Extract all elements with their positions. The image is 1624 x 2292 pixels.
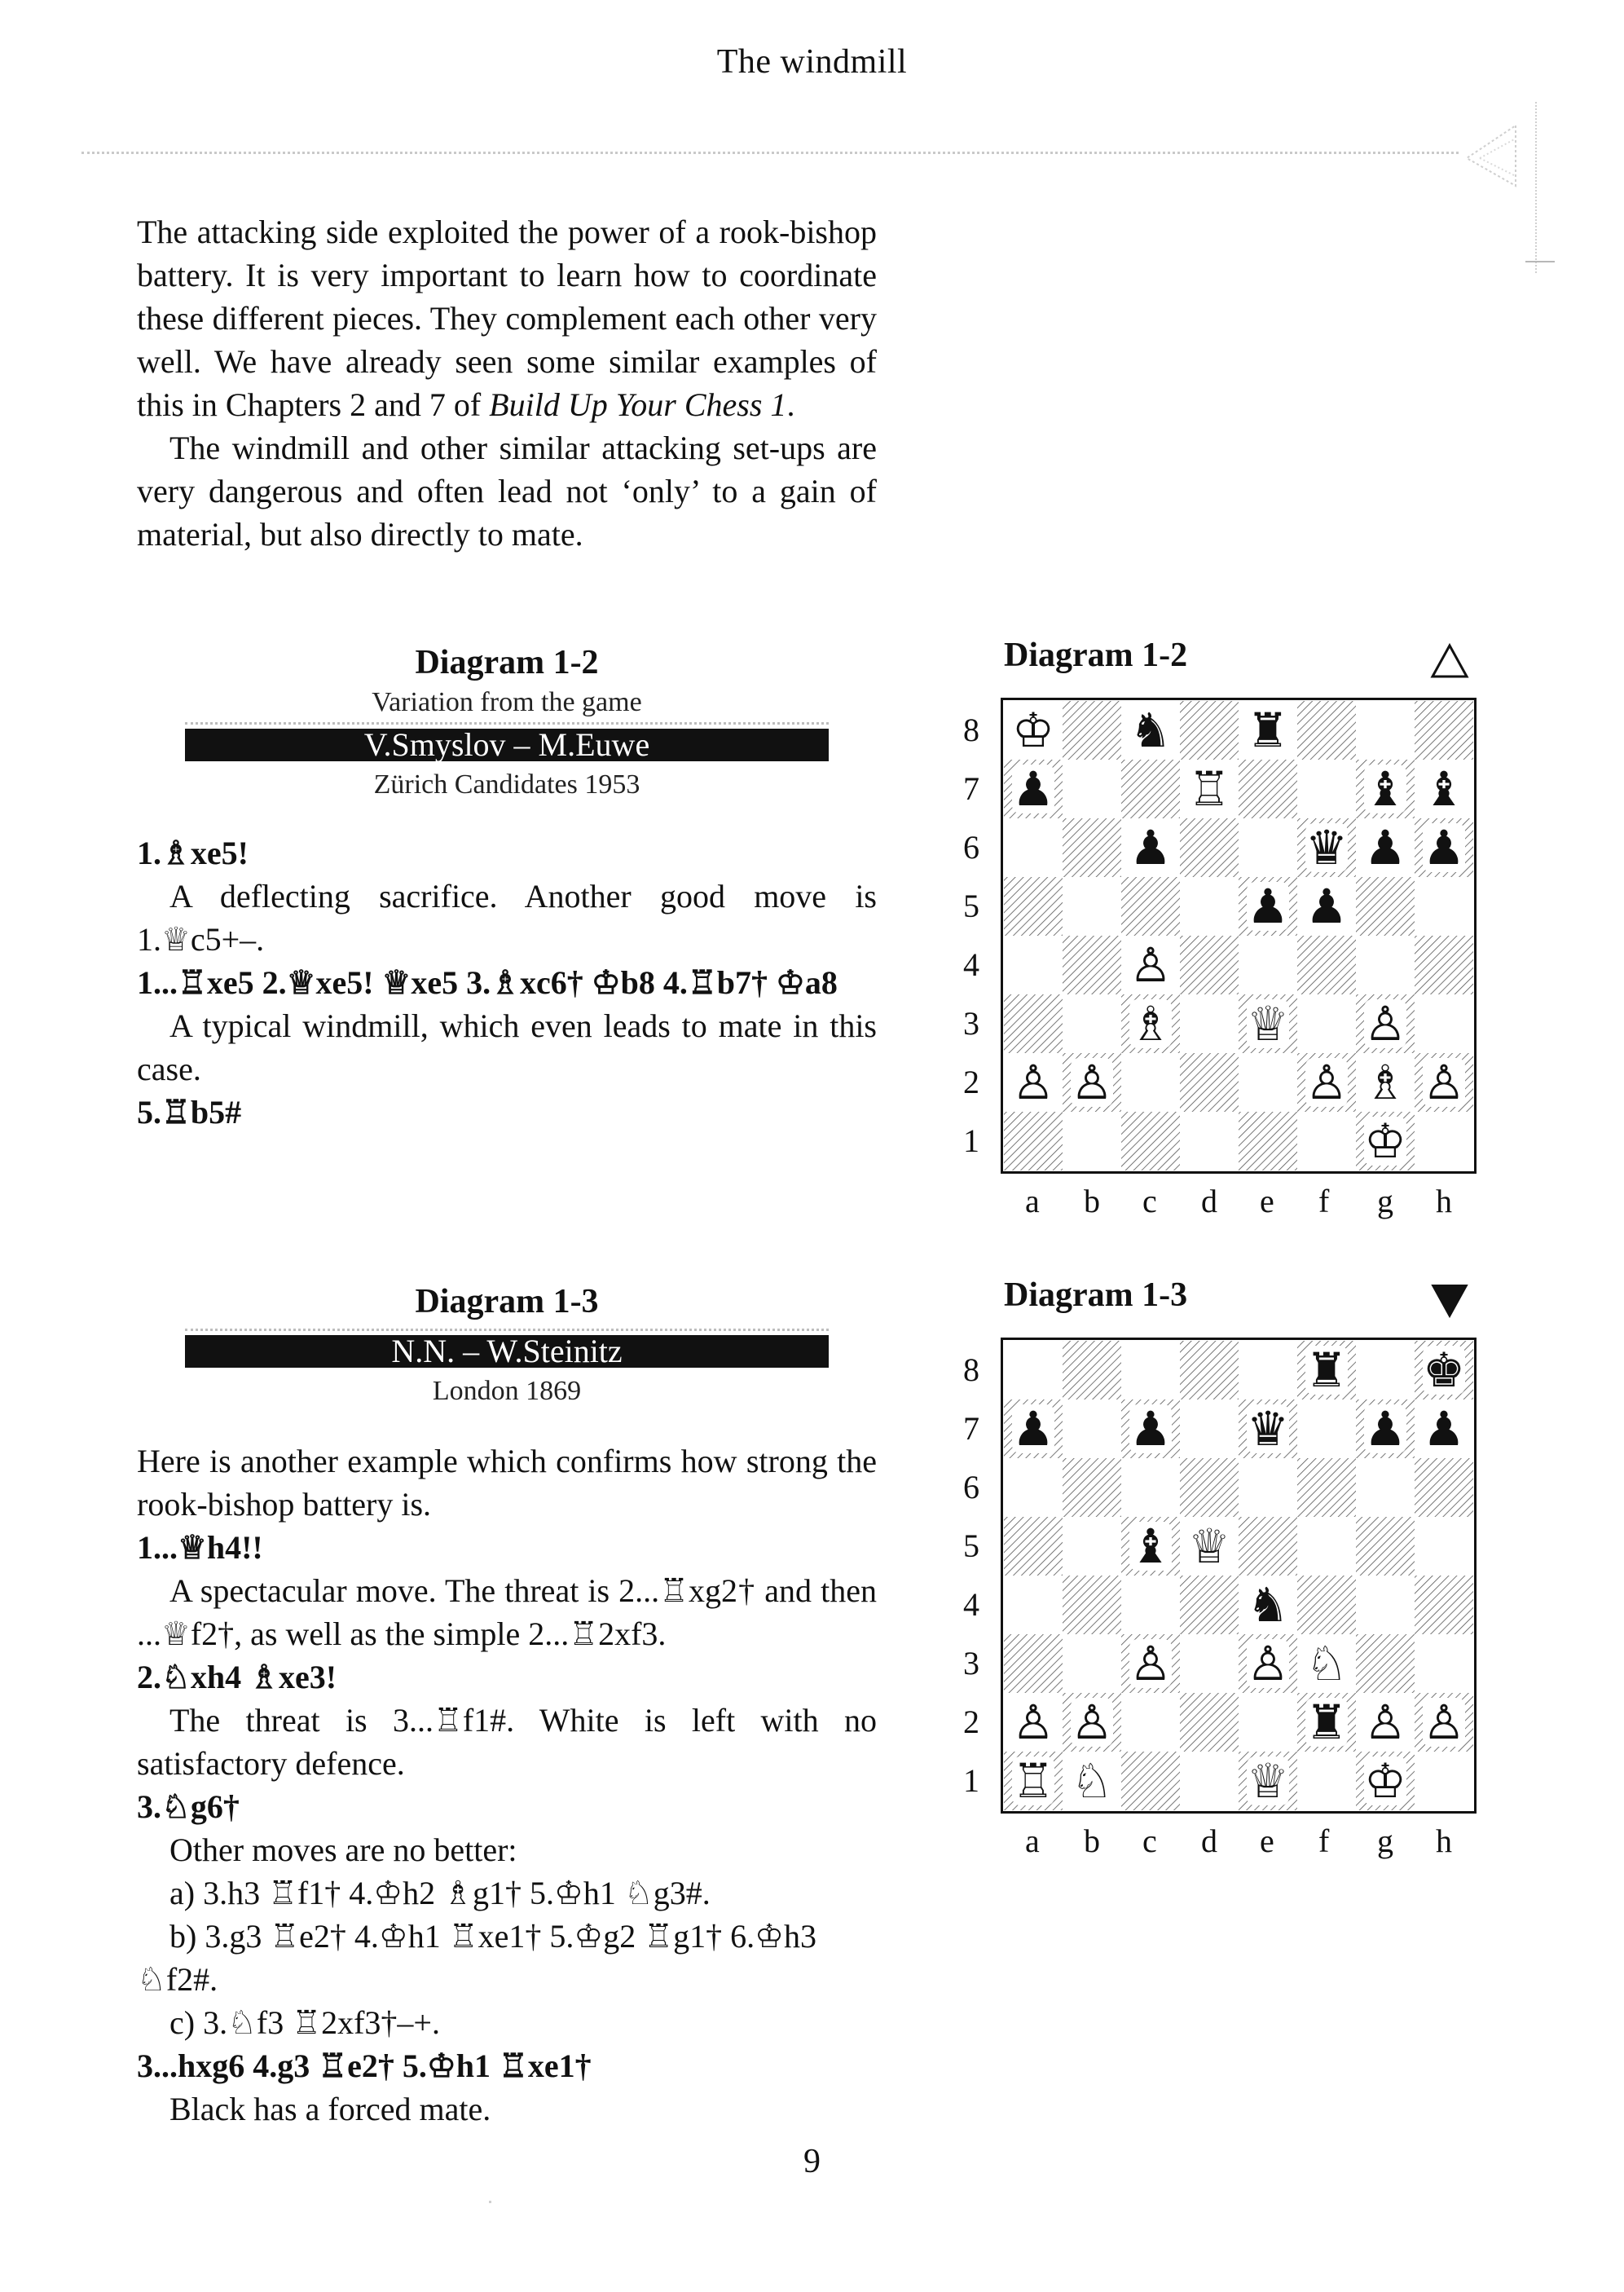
square-e5: [1239, 1517, 1297, 1576]
square-e4: [1239, 936, 1297, 994]
piece-white-e3: ♕: [1247, 996, 1289, 1051]
rank-label: 2: [963, 1704, 979, 1740]
square-b3: [1063, 1634, 1121, 1693]
rank-label: 2: [963, 1064, 979, 1100]
piece-white-c4: ♙: [1129, 937, 1172, 993]
file-label: d: [1201, 1823, 1217, 1859]
file-label: h: [1436, 1183, 1452, 1219]
piece-white-a8: ♔: [1012, 703, 1054, 758]
square-g5: [1356, 1517, 1415, 1576]
rank-label: 7: [963, 770, 979, 807]
file-label: b: [1084, 1183, 1100, 1219]
file-label: a: [1025, 1823, 1040, 1859]
square-b4: [1063, 1576, 1121, 1634]
piece-black-c5: ♝: [1129, 1518, 1172, 1574]
piece-black-g7: ♝: [1364, 761, 1406, 817]
square-h3: [1415, 994, 1473, 1053]
rank-label: 6: [963, 829, 979, 866]
annotation: Black has a forced mate.: [169, 2091, 491, 2127]
piece-white-b2: ♙: [1071, 1055, 1113, 1110]
rank-label: 4: [963, 1586, 979, 1623]
book-title: Build Up Your Chess 1: [489, 386, 787, 423]
file-label: c: [1142, 1183, 1157, 1219]
game-heading: [137, 641, 877, 804]
square-f7: [1297, 1399, 1356, 1458]
rank-label: 3: [963, 1645, 979, 1682]
square-h4: [1415, 1576, 1473, 1634]
piece-white-d5: ♕: [1188, 1518, 1230, 1574]
square-g8: [1356, 701, 1415, 760]
piece-black-e7: ♛: [1247, 1401, 1289, 1457]
diagram-subtitle: Variation from the game: [372, 687, 642, 717]
square-f7: [1297, 760, 1356, 818]
piece-black-c6: ♟: [1129, 820, 1172, 875]
square-f4: [1297, 1576, 1356, 1634]
square-b8: [1063, 701, 1121, 760]
rank-label: 4: [963, 946, 979, 983]
file-label: e: [1260, 1823, 1274, 1859]
piece-white-g1: ♔: [1364, 1113, 1406, 1169]
square-d2: [1180, 1693, 1239, 1752]
square-d2: [1180, 1053, 1239, 1112]
square-d6: [1180, 1458, 1239, 1517]
square-d1: [1180, 1112, 1239, 1170]
square-b7: [1063, 760, 1121, 818]
square-d4: [1180, 936, 1239, 994]
piece-black-a7: ♟: [1012, 761, 1054, 817]
chapter-side-tab: [1535, 102, 1547, 273]
rank-label: 5: [963, 888, 979, 924]
file-label: c: [1142, 1823, 1157, 1859]
piece-black-e8: ♜: [1247, 703, 1289, 758]
square-h4: [1415, 936, 1473, 994]
diagram-title: Diagram 1-2: [415, 644, 599, 681]
piece-black-f8: ♜: [1305, 1342, 1348, 1398]
board-label: Diagram 1-2: [1004, 637, 1188, 674]
square-a3: [1004, 994, 1063, 1053]
variation-b: b) 3.g3 ♖e2† 4.♔h1 ♖xe1† 5.♔g2 ♖g1† 6.♔h3 ♘f2#.: [137, 1918, 816, 1998]
example-diagram-1-3: [137, 1280, 877, 2131]
square-a3: [1004, 1634, 1063, 1693]
file-label: a: [1025, 1183, 1040, 1219]
square-c6: [1121, 1458, 1180, 1517]
square-f4: [1297, 936, 1356, 994]
square-c7: [1121, 760, 1180, 818]
square-a4: [1004, 1576, 1063, 1634]
square-d3: [1180, 1634, 1239, 1693]
file-label: d: [1201, 1183, 1217, 1219]
square-a1: [1004, 1112, 1063, 1170]
rank-label: 1: [963, 1762, 979, 1799]
variation-a: a) 3.h3 ♖f1† 4.♔h2 ♗g1† 5.♔h1 ♘g3#.: [169, 1875, 711, 1911]
square-c2: [1121, 1693, 1180, 1752]
move-line: 1.♗xe5!: [137, 835, 249, 871]
annotation: Other moves are no better:: [169, 1831, 517, 1868]
piece-black-c8: ♞: [1129, 703, 1172, 758]
annotation: A spectacular move. The threat is 2...♖xg2† and then ...♕f2†, as well as the simple 2...♖2xf3.: [137, 1572, 877, 1652]
piece-black-a7: ♟: [1012, 1401, 1054, 1457]
page-number: 9: [803, 2143, 821, 2180]
piece-black-g7: ♟: [1364, 1401, 1406, 1457]
piece-black-h7: ♝: [1423, 761, 1465, 817]
move-line: 3...hxg6 4.g3 ♖e2† 5.♔h1 ♖xe1†: [137, 2047, 592, 2084]
intro-paragraph-2: The windmill and other similar attacking set-ups are very dangerous and often lead not ‘only’ to a gain of material, but also directly to mate.: [137, 430, 877, 553]
piece-black-e4: ♞: [1247, 1577, 1289, 1633]
square-a4: [1004, 936, 1063, 994]
piece-white-g1: ♔: [1364, 1753, 1406, 1809]
square-c5: [1121, 877, 1180, 936]
running-head: The windmill: [716, 43, 908, 81]
rank-label: 1: [963, 1122, 979, 1159]
rank-label: 5: [963, 1527, 979, 1564]
piece-black-h7: ♟: [1423, 1401, 1465, 1457]
chapter-side-tab-tick: [1525, 261, 1555, 262]
piece-white-g2: ♗: [1364, 1055, 1406, 1110]
game-heading: [137, 1280, 877, 1410]
square-b5: [1063, 877, 1121, 936]
file-label: f: [1318, 1183, 1330, 1219]
square-h6: [1415, 1458, 1473, 1517]
square-c1: [1121, 1752, 1180, 1810]
square-a5: [1004, 1517, 1063, 1576]
piece-black-f2: ♜: [1305, 1695, 1348, 1750]
piece-white-g3: ♙: [1364, 996, 1406, 1051]
square-b4: [1063, 936, 1121, 994]
square-d8: [1180, 701, 1239, 760]
square-g4: [1356, 936, 1415, 994]
square-h1: [1415, 1752, 1473, 1810]
game-venue: London 1869: [432, 1376, 582, 1406]
chess-board-diagram-1-2: [945, 636, 1516, 1223]
piece-black-c7: ♟: [1129, 1401, 1172, 1457]
square-e6: [1239, 1458, 1297, 1517]
black-to-move-triangle-icon: [1429, 1282, 1470, 1320]
file-label: b: [1084, 1823, 1100, 1859]
piece-white-h2: ♙: [1423, 1695, 1465, 1750]
annotation: A typical windmill, which even leads to mate in this case.: [137, 1007, 877, 1087]
piece-white-g2: ♙: [1364, 1695, 1406, 1750]
square-c1: [1121, 1112, 1180, 1170]
square-b6: [1063, 1458, 1121, 1517]
piece-white-e1: ♕: [1247, 1753, 1289, 1809]
piece-black-e5: ♟: [1247, 879, 1289, 934]
square-d7: [1180, 1399, 1239, 1458]
players-bar: N.N. – W.Steinitz: [185, 1335, 829, 1368]
piece-white-f3: ♘: [1305, 1636, 1348, 1691]
file-label: g: [1377, 1823, 1393, 1859]
piece-white-b1: ♘: [1071, 1753, 1113, 1809]
square-d1: [1180, 1752, 1239, 1810]
square-b6: [1063, 818, 1121, 877]
square-c2: [1121, 1053, 1180, 1112]
piece-white-a1: ♖: [1012, 1753, 1054, 1809]
square-h3: [1415, 1634, 1473, 1693]
rank-label: 8: [963, 712, 979, 748]
piece-white-b2: ♙: [1071, 1695, 1113, 1750]
file-label: f: [1318, 1823, 1330, 1859]
square-a8: [1004, 1341, 1063, 1399]
game-venue: Zürich Candidates 1953: [373, 769, 640, 800]
square-e2: [1239, 1693, 1297, 1752]
move-line: 5.♖b5#: [137, 1094, 242, 1131]
piece-white-h2: ♙: [1423, 1055, 1465, 1110]
piece-white-f2: ♙: [1305, 1055, 1348, 1110]
diagram-title: Diagram 1-3: [415, 1283, 599, 1320]
board-label: Diagram 1-3: [1004, 1276, 1188, 1314]
square-b7: [1063, 1399, 1121, 1458]
white-to-move-triangle-icon: [1429, 642, 1470, 680]
move-line: 2.♘xh4 ♗xe3!: [137, 1659, 337, 1695]
square-h1: [1415, 1112, 1473, 1170]
square-e2: [1239, 1053, 1297, 1112]
print-speck: [489, 2201, 491, 2203]
piece-black-h6: ♟: [1423, 820, 1465, 875]
intro-paragraph-1: The attacking side exploited the power of a rook-bishop battery. It is very important to learn how to coordinate these different pieces. They complement each other very well. We have already seen some similar examples of this in Chapters 2 and 7 of Build Up Your Chess 1.: [137, 214, 877, 423]
file-label: h: [1436, 1823, 1452, 1859]
square-f6: [1297, 1458, 1356, 1517]
board-grid: [1001, 1338, 1477, 1814]
example-intro: Here is another example which confirms how strong the rook-bishop battery is.: [137, 1443, 877, 1523]
square-b3: [1063, 994, 1121, 1053]
square-g3: [1356, 1634, 1415, 1693]
rank-label: 8: [963, 1351, 979, 1388]
piece-white-a2: ♙: [1012, 1055, 1054, 1110]
square-b5: [1063, 1517, 1121, 1576]
rank-label: 6: [963, 1469, 979, 1505]
piece-black-g6: ♟: [1364, 820, 1406, 875]
rank-label: 7: [963, 1410, 979, 1447]
piece-white-d7: ♖: [1188, 761, 1230, 817]
move-line: 1...♖xe5 2.♕xe5! ♕xe5 3.♗xc6† ♔b8 4.♖b7† ♔a8: [137, 964, 838, 1001]
variation-c: c) 3.♘f3 ♖2xf3†–+.: [169, 2004, 440, 2041]
file-label: g: [1377, 1183, 1393, 1219]
file-label: e: [1260, 1183, 1274, 1219]
annotation: A deflecting sacrifice. Another good move is 1.♕c5+–.: [137, 878, 877, 958]
square-e8: [1239, 1341, 1297, 1399]
square-f5: [1297, 1517, 1356, 1576]
square-e6: [1239, 818, 1297, 877]
piece-black-h8: ♚: [1423, 1342, 1465, 1398]
square-a6: [1004, 818, 1063, 877]
corner-triangle-ornament: [1463, 122, 1521, 187]
piece-black-f5: ♟: [1305, 879, 1348, 934]
square-b8: [1063, 1341, 1121, 1399]
square-f1: [1297, 1112, 1356, 1170]
square-b1: [1063, 1112, 1121, 1170]
square-h5: [1415, 1517, 1473, 1576]
square-g4: [1356, 1576, 1415, 1634]
board-grid: [1001, 698, 1477, 1174]
square-a6: [1004, 1458, 1063, 1517]
players-bar: V.Smyslov – M.Euwe: [185, 729, 829, 761]
square-d8: [1180, 1341, 1239, 1399]
square-d5: [1180, 877, 1239, 936]
header-dotted-rule: [81, 152, 1459, 154]
square-e1: [1239, 1112, 1297, 1170]
square-c8: [1121, 1341, 1180, 1399]
square-g5: [1356, 877, 1415, 936]
square-a5: [1004, 877, 1063, 936]
piece-white-e3: ♙: [1247, 1636, 1289, 1691]
square-d3: [1180, 994, 1239, 1053]
square-h8: [1415, 701, 1473, 760]
chess-board-diagram-1-3: [945, 1276, 1516, 1862]
annotation: The threat is 3...♖f1#. White is left with no satisfactory defence.: [137, 1702, 877, 1782]
square-h5: [1415, 877, 1473, 936]
square-e7: [1239, 760, 1297, 818]
piece-white-a2: ♙: [1012, 1695, 1054, 1750]
piece-white-c3: ♙: [1129, 1636, 1172, 1691]
intro-section: [137, 210, 877, 556]
piece-black-f6: ♛: [1305, 820, 1348, 875]
example-diagram-1-2: [137, 641, 877, 1134]
square-g8: [1356, 1341, 1415, 1399]
rank-label: 3: [963, 1005, 979, 1042]
square-g6: [1356, 1458, 1415, 1517]
square-d6: [1180, 818, 1239, 877]
square-f1: [1297, 1752, 1356, 1810]
square-d4: [1180, 1576, 1239, 1634]
square-c4: [1121, 1576, 1180, 1634]
square-f3: [1297, 994, 1356, 1053]
square-f8: [1297, 701, 1356, 760]
move-line: 1...♕h4!!: [137, 1529, 263, 1566]
piece-white-c3: ♗: [1129, 996, 1172, 1051]
move-line: 3.♘g6†: [137, 1788, 240, 1825]
